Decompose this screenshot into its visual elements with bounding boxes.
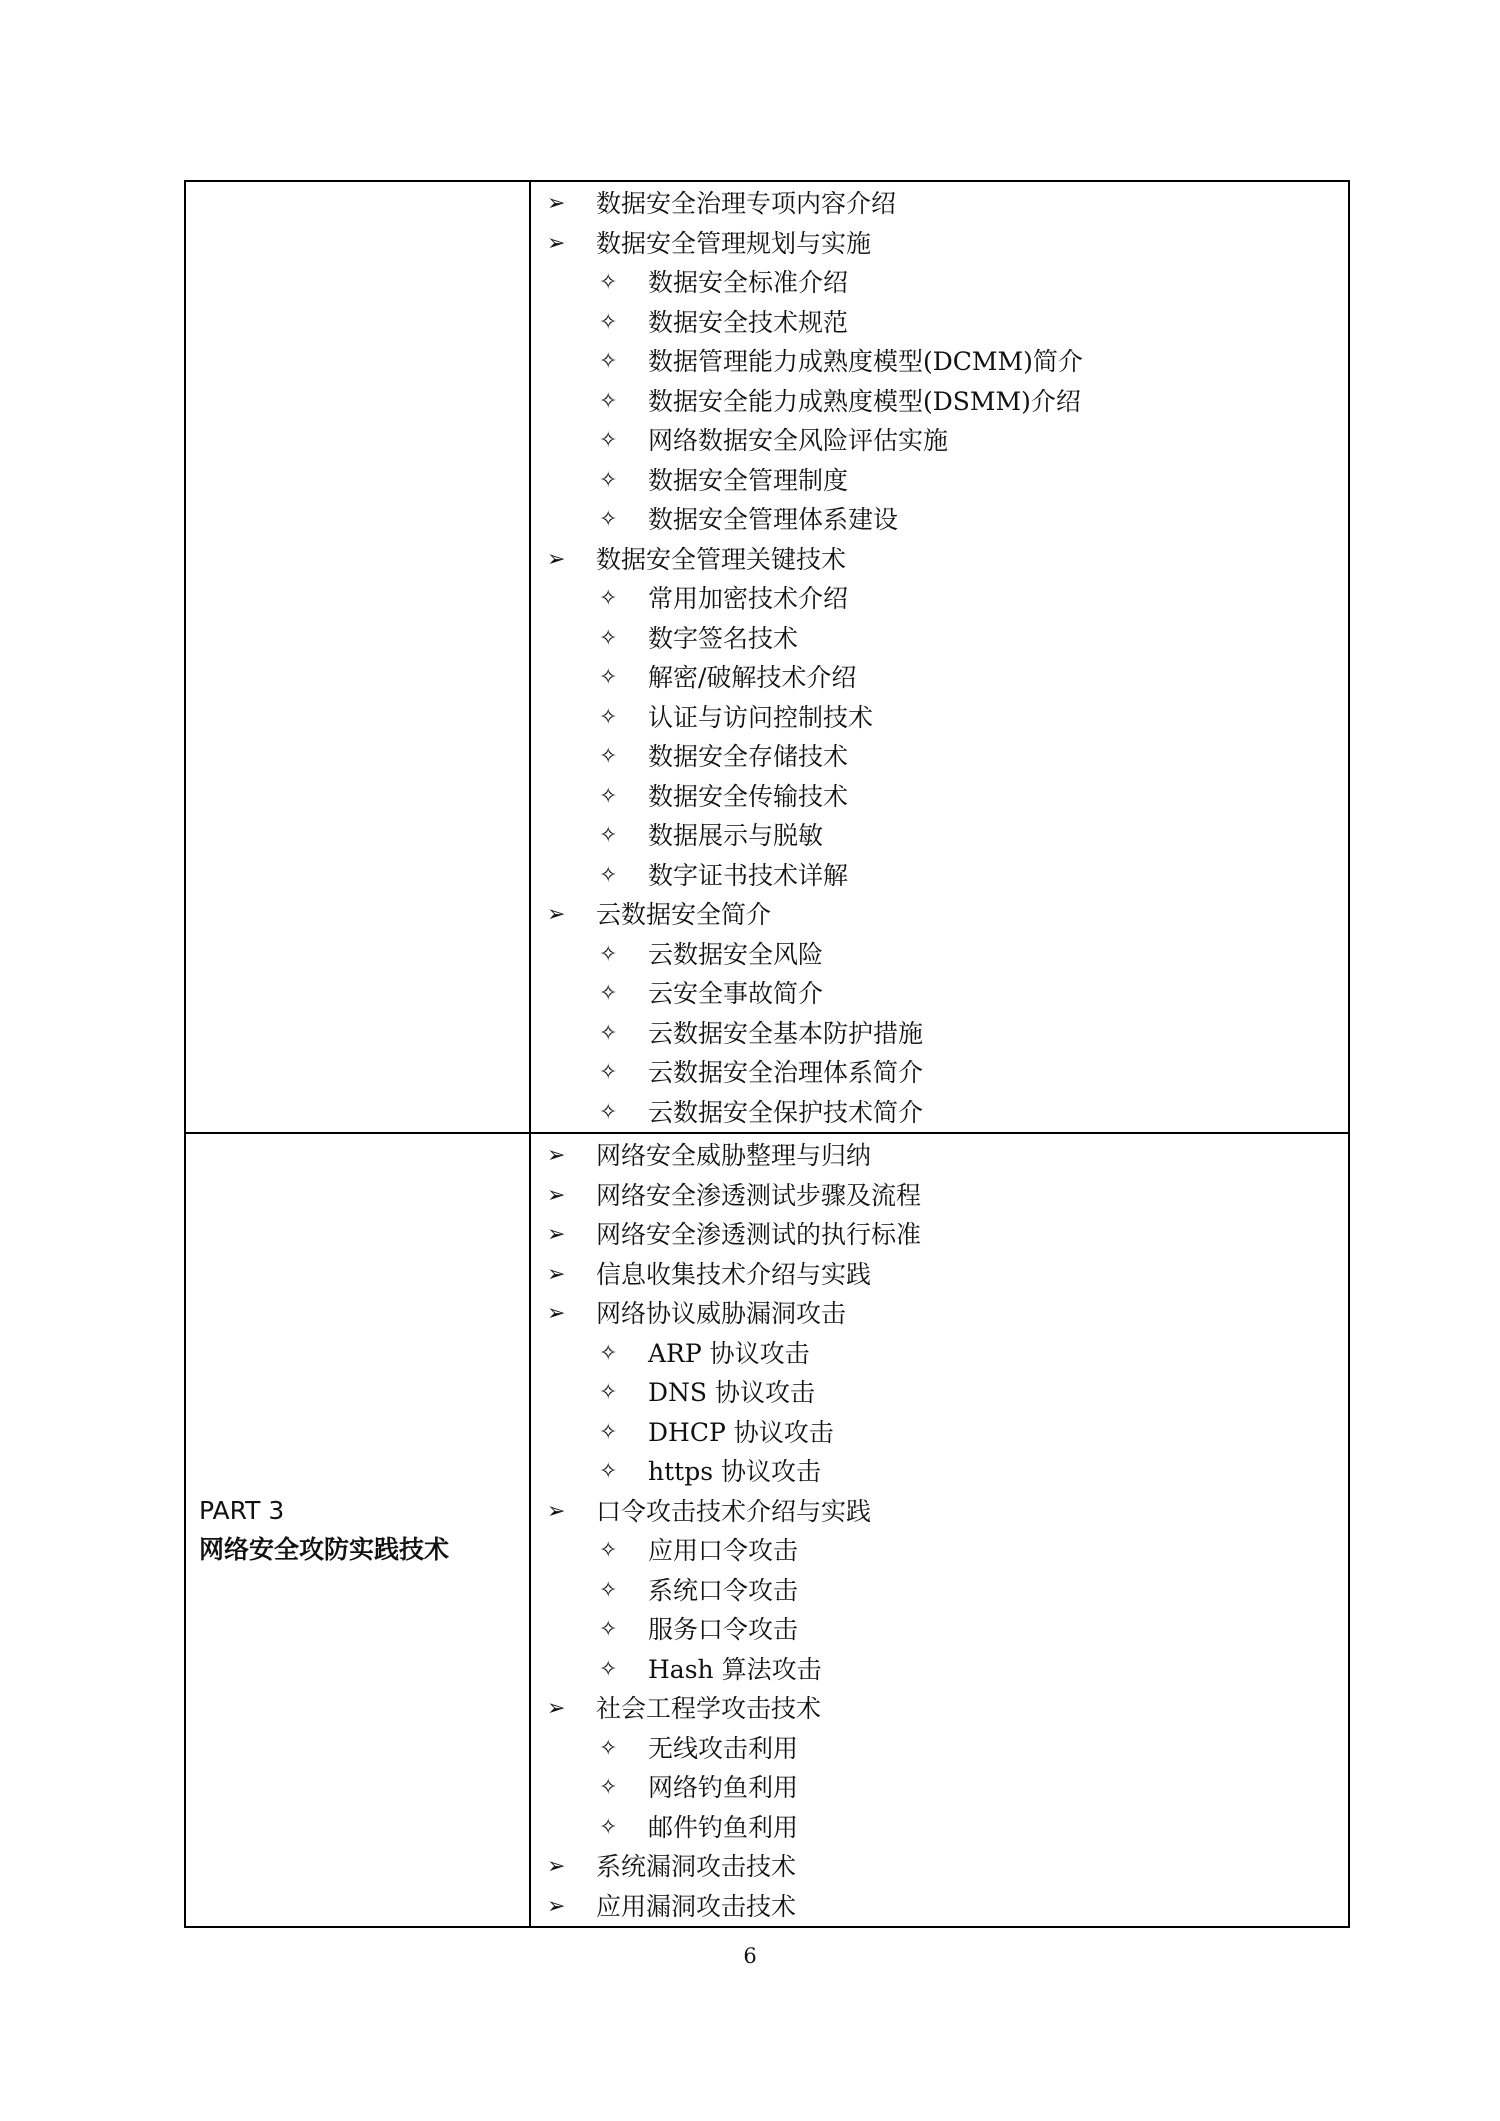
- item-text: 网络安全渗透测试的执行标准: [596, 1220, 922, 1249]
- star-bullet-icon: ✧: [599, 270, 618, 295]
- page-number: 6: [743, 1944, 757, 1968]
- subtopic-item: [531, 263, 1348, 303]
- subtopic-item: [531, 698, 1348, 738]
- part-label: [186, 1491, 529, 1569]
- subtopic-item: [531, 1413, 1348, 1453]
- item-text: 应用漏洞攻击技术: [596, 1891, 797, 1921]
- star-bullet-icon: ✧: [599, 1099, 618, 1125]
- item-text: 网络数据安全风险评估实施: [648, 426, 949, 455]
- part-number: PART 3: [199, 1496, 285, 1525]
- part-title: 网络安全攻防实践技术: [199, 1535, 450, 1564]
- subtopic-item: [531, 1768, 1348, 1808]
- item-text: 认证与访问控制技术: [648, 702, 874, 732]
- topic-item: [531, 1176, 1348, 1216]
- topic-item: [531, 895, 1348, 935]
- subtopic-item: [531, 1610, 1348, 1650]
- arrow-bullet-icon: ➢: [547, 1854, 566, 1879]
- topic-list: [531, 1134, 1348, 1926]
- arrow-bullet-icon: ➢: [547, 191, 566, 216]
- item-text: 网络协议威胁漏洞攻击: [596, 1299, 847, 1328]
- subtopic-item: [531, 1014, 1348, 1054]
- subtopic-item: [531, 1531, 1348, 1571]
- table-row-part3: [185, 1133, 1349, 1927]
- item-text: https 协议攻击: [648, 1457, 821, 1486]
- star-bullet-icon: ✧: [599, 428, 618, 453]
- star-bullet-icon: ✧: [599, 625, 618, 651]
- item-text: ARP 协议攻击: [648, 1338, 810, 1368]
- subtopic-item: [531, 1571, 1348, 1611]
- item-text: 云数据安全治理体系简介: [648, 1058, 924, 1087]
- arrow-bullet-icon: ➢: [547, 1696, 566, 1721]
- subtopic-item: [531, 619, 1348, 659]
- star-bullet-icon: ✧: [599, 823, 618, 848]
- topics-cell: [530, 181, 1349, 1133]
- item-text: 数字签名技术: [648, 623, 799, 653]
- subtopic-item: [531, 1729, 1348, 1769]
- topic-item: [531, 1689, 1348, 1729]
- star-bullet-icon: ✧: [599, 1419, 618, 1445]
- item-text: 数字证书技术详解: [648, 860, 849, 890]
- star-bullet-icon: ✧: [599, 1617, 618, 1642]
- star-bullet-icon: ✧: [599, 388, 618, 414]
- arrow-bullet-icon: ➢: [547, 1182, 566, 1208]
- topic-item: [531, 1492, 1348, 1532]
- subtopic-item: [531, 382, 1348, 422]
- star-bullet-icon: ✧: [599, 1735, 618, 1761]
- item-text: 系统口令攻击: [648, 1575, 799, 1605]
- subtopic-item: [531, 1334, 1348, 1374]
- star-bullet-icon: ✧: [599, 981, 618, 1006]
- arrow-bullet-icon: ➢: [547, 1893, 566, 1919]
- star-bullet-icon: ✧: [599, 586, 618, 611]
- star-bullet-icon: ✧: [599, 349, 618, 374]
- star-bullet-icon: ✧: [599, 941, 618, 967]
- subtopic-item: [531, 500, 1348, 540]
- star-bullet-icon: ✧: [599, 1775, 618, 1800]
- topic-item: [531, 1847, 1348, 1887]
- item-text: 数据安全技术规范: [648, 307, 849, 337]
- item-text: 数据安全管理体系建设: [648, 505, 899, 534]
- item-text: 云安全事故简介: [648, 979, 824, 1008]
- item-text: 系统漏洞攻击技术: [596, 1852, 797, 1881]
- subtopic-item: [531, 816, 1348, 856]
- item-text: 数据安全存储技术: [648, 742, 849, 771]
- item-text: 口令攻击技术介绍与实践: [596, 1496, 872, 1526]
- item-text: DHCP 协议攻击: [648, 1417, 834, 1447]
- star-bullet-icon: ✧: [599, 467, 618, 493]
- star-bullet-icon: ✧: [599, 1577, 618, 1603]
- subtopic-item: [531, 737, 1348, 777]
- subtopic-item: [531, 856, 1348, 896]
- subtopic-item: [531, 974, 1348, 1014]
- subtopic-item: [531, 777, 1348, 817]
- subtopic-item: [531, 342, 1348, 382]
- topics-cell: [530, 1133, 1349, 1927]
- topic-item: [531, 1294, 1348, 1334]
- arrow-bullet-icon: ➢: [547, 1143, 566, 1168]
- subtopic-item: [531, 421, 1348, 461]
- star-bullet-icon: ✧: [599, 507, 618, 532]
- topic-item: [531, 1136, 1348, 1176]
- item-text: 云数据安全风险: [648, 939, 824, 969]
- item-text: Hash 算法攻击: [648, 1654, 822, 1684]
- item-text: 数据展示与脱敏: [648, 821, 824, 850]
- item-text: 数据管理能力成熟度模型(DCMM)简介: [648, 347, 1083, 376]
- star-bullet-icon: ✧: [599, 1060, 618, 1085]
- subtopic-item: [531, 1650, 1348, 1690]
- subtopic-item: [531, 1053, 1348, 1093]
- item-text: 数据安全管理规划与实施: [596, 228, 872, 258]
- item-text: 应用口令攻击: [648, 1536, 799, 1565]
- subtopic-item: [531, 1373, 1348, 1413]
- subtopic-item: [531, 579, 1348, 619]
- item-text: 信息收集技术介绍与实践: [596, 1259, 872, 1289]
- part-cell: [185, 1133, 530, 1927]
- item-text: 常用加密技术介绍: [648, 584, 849, 613]
- topic-item: [531, 184, 1348, 224]
- star-bullet-icon: ✧: [599, 665, 618, 690]
- topic-item: [531, 1887, 1348, 1927]
- item-text: 网络安全威胁整理与归纳: [596, 1141, 872, 1170]
- item-text: 数据安全管理关键技术: [596, 544, 847, 574]
- item-text: 云数据安全基本防护措施: [648, 1018, 924, 1048]
- table-row-part2-continued: [185, 181, 1349, 1133]
- star-bullet-icon: ✧: [599, 1538, 618, 1563]
- star-bullet-icon: ✧: [599, 1656, 618, 1682]
- item-text: 解密/破解技术介绍: [648, 663, 857, 692]
- star-bullet-icon: ✧: [599, 1814, 618, 1840]
- star-bullet-icon: ✧: [599, 1020, 618, 1046]
- arrow-bullet-icon: ➢: [547, 230, 566, 256]
- subtopic-item: [531, 1808, 1348, 1848]
- topic-list: [531, 182, 1348, 1132]
- star-bullet-icon: ✧: [599, 1459, 618, 1484]
- star-bullet-icon: ✧: [599, 744, 618, 769]
- item-text: 云数据安全简介: [596, 900, 772, 929]
- star-bullet-icon: ✧: [599, 783, 618, 809]
- item-text: 网络钓鱼利用: [648, 1773, 799, 1802]
- subtopic-item: [531, 1093, 1348, 1133]
- item-text: 云数据安全保护技术简介: [648, 1097, 924, 1127]
- item-text: 数据安全管理制度: [648, 465, 849, 495]
- arrow-bullet-icon: ➢: [547, 1261, 566, 1287]
- item-text: 网络安全渗透测试步骤及流程: [596, 1180, 922, 1210]
- star-bullet-icon: ✧: [599, 1380, 618, 1405]
- part-cell-empty: [185, 181, 530, 1133]
- topic-item: [531, 1255, 1348, 1295]
- subtopic-item: [531, 935, 1348, 975]
- course-outline-table: [184, 180, 1350, 1928]
- item-text: 无线攻击利用: [648, 1733, 799, 1763]
- item-text: 数据安全能力成熟度模型(DSMM)介绍: [648, 386, 1081, 416]
- star-bullet-icon: ✧: [599, 704, 618, 730]
- star-bullet-icon: ✧: [599, 1340, 618, 1366]
- topic-item: [531, 1215, 1348, 1255]
- item-text: 服务口令攻击: [648, 1615, 799, 1644]
- item-text: 社会工程学攻击技术: [596, 1694, 822, 1723]
- arrow-bullet-icon: ➢: [547, 902, 566, 927]
- item-text: 数据安全传输技术: [648, 781, 849, 811]
- item-text: 数据安全标准介绍: [648, 268, 849, 297]
- arrow-bullet-icon: ➢: [547, 1222, 566, 1247]
- item-text: DNS 协议攻击: [648, 1378, 815, 1407]
- subtopic-item: [531, 658, 1348, 698]
- item-text: 邮件钓鱼利用: [648, 1812, 799, 1842]
- subtopic-item: [531, 461, 1348, 501]
- subtopic-item: [531, 1452, 1348, 1492]
- topic-item: [531, 540, 1348, 580]
- item-text: 数据安全治理专项内容介绍: [596, 189, 897, 218]
- star-bullet-icon: ✧: [599, 309, 618, 335]
- arrow-bullet-icon: ➢: [547, 546, 566, 572]
- arrow-bullet-icon: ➢: [547, 1498, 566, 1524]
- arrow-bullet-icon: ➢: [547, 1301, 566, 1326]
- topic-item: [531, 224, 1348, 264]
- star-bullet-icon: ✧: [599, 862, 618, 888]
- subtopic-item: [531, 303, 1348, 343]
